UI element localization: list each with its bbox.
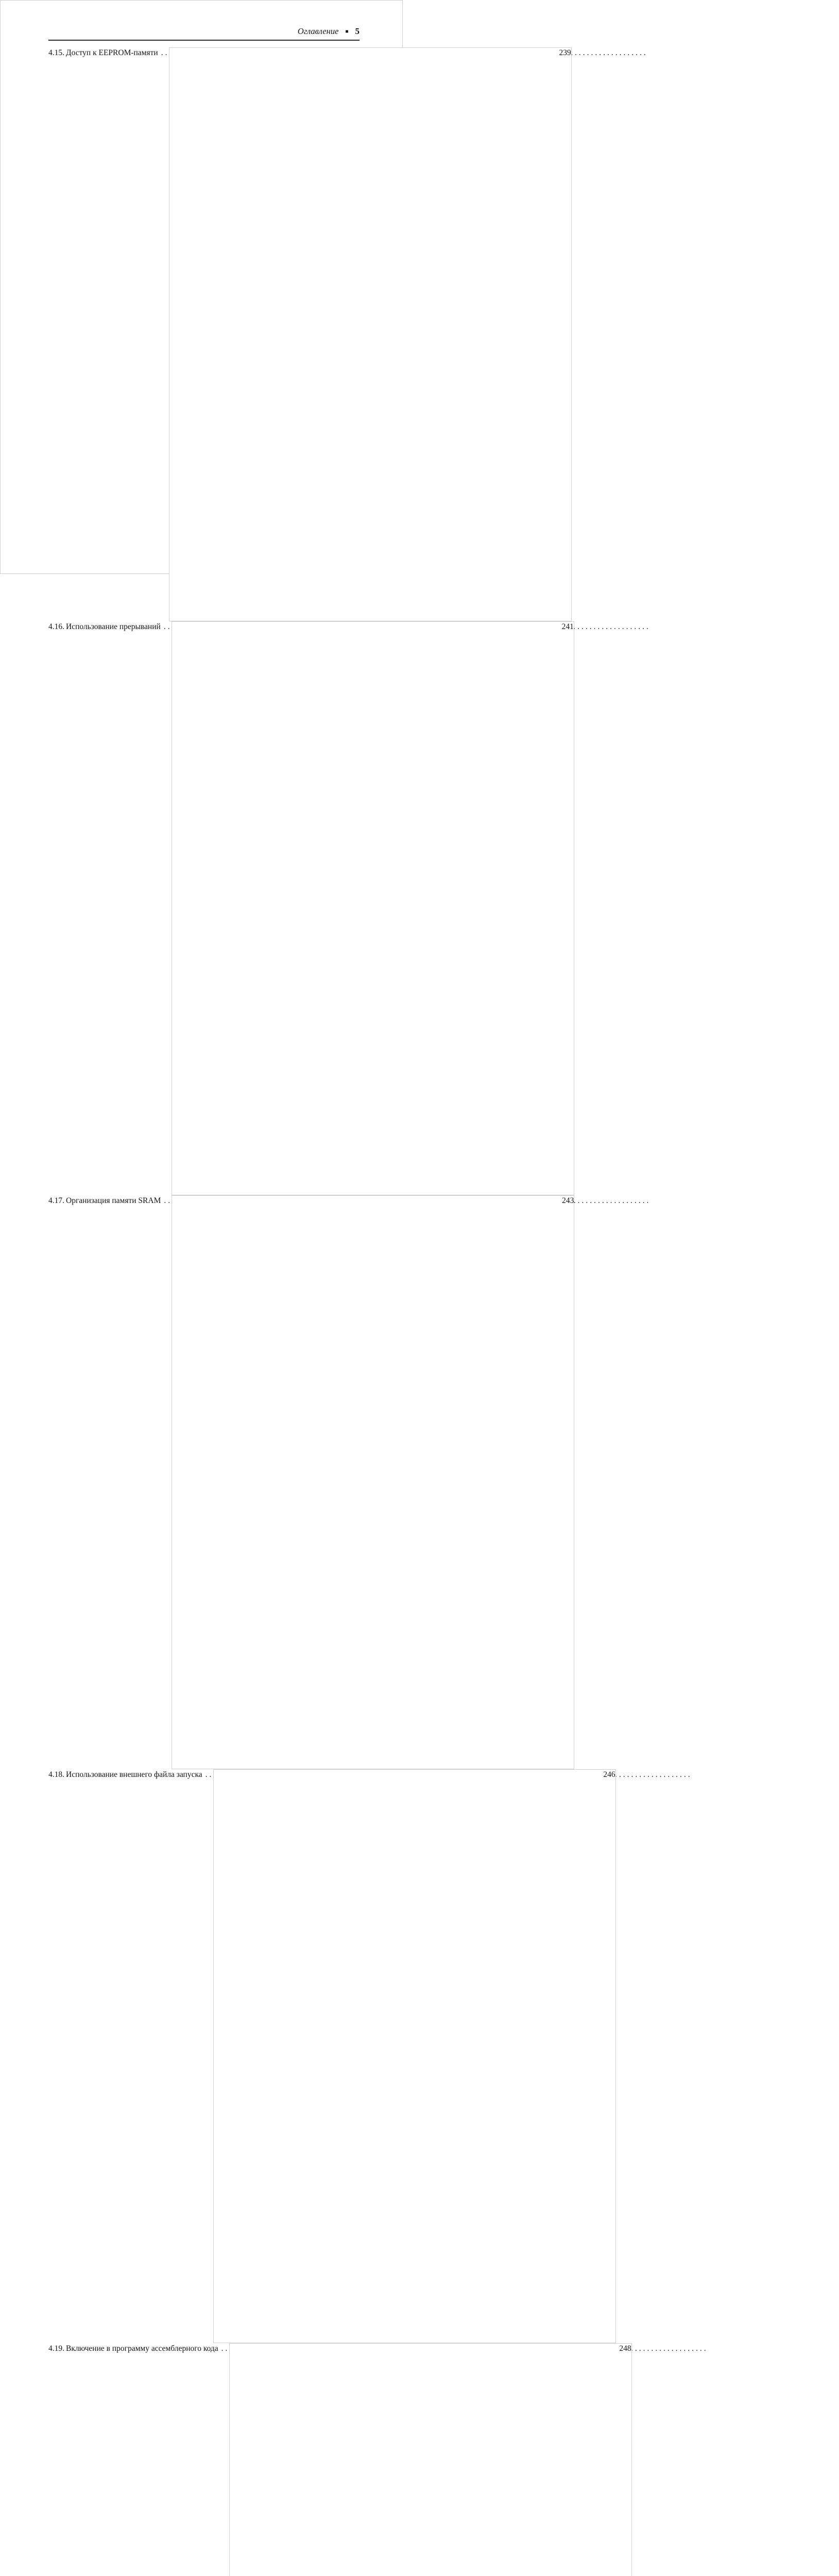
dot-leader: [206, 1770, 211, 1780]
dot-leader: [161, 48, 166, 58]
toc-entry-title: Организация памяти SRAM: [66, 1196, 161, 1205]
dot-leader: [164, 1196, 169, 1206]
toc-entry-page: 241: [172, 621, 574, 1195]
toc-entry-page: 248: [229, 2343, 632, 2576]
toc-entry-row: [48, 1769, 615, 2343]
toc-list: [48, 47, 631, 2576]
header-page-number: 5: [355, 26, 359, 36]
toc-entry-number: 4.18.: [48, 1770, 64, 1779]
toc-entry-number: 4.16.: [48, 622, 64, 631]
toc-entry-page: 246: [213, 1769, 616, 2343]
toc-entry-page: 243: [172, 1195, 574, 1769]
dot-leader: [164, 622, 169, 632]
toc-entry-number: 4.15.: [48, 48, 64, 57]
toc-entry-row: [48, 1195, 574, 1769]
header-rule: [48, 40, 359, 41]
dot-leader: [221, 2344, 227, 2354]
toc-entry-row: [48, 47, 571, 621]
header-title: Оглавление: [297, 26, 339, 36]
page-content: [48, 1, 631, 2576]
toc-entry-page: 239: [169, 47, 572, 621]
square-bullet-icon: ■: [345, 29, 349, 35]
toc-entry-row: [48, 621, 574, 1195]
toc-entry-number: 4.17.: [48, 1196, 64, 1205]
running-header: [48, 26, 359, 38]
toc-entry-row: [48, 2343, 631, 2576]
toc-entry-number: 4.19.: [48, 2344, 64, 2353]
toc-entry-title: Использование прерываний: [66, 622, 161, 631]
toc-entry-title: Доступ к EEPROM-памяти: [66, 48, 158, 57]
toc-entry-title: Использование внешнего файла запуска: [66, 1770, 202, 1779]
toc-entry-title: Включение в программу ассемблерного кода: [66, 2344, 218, 2353]
